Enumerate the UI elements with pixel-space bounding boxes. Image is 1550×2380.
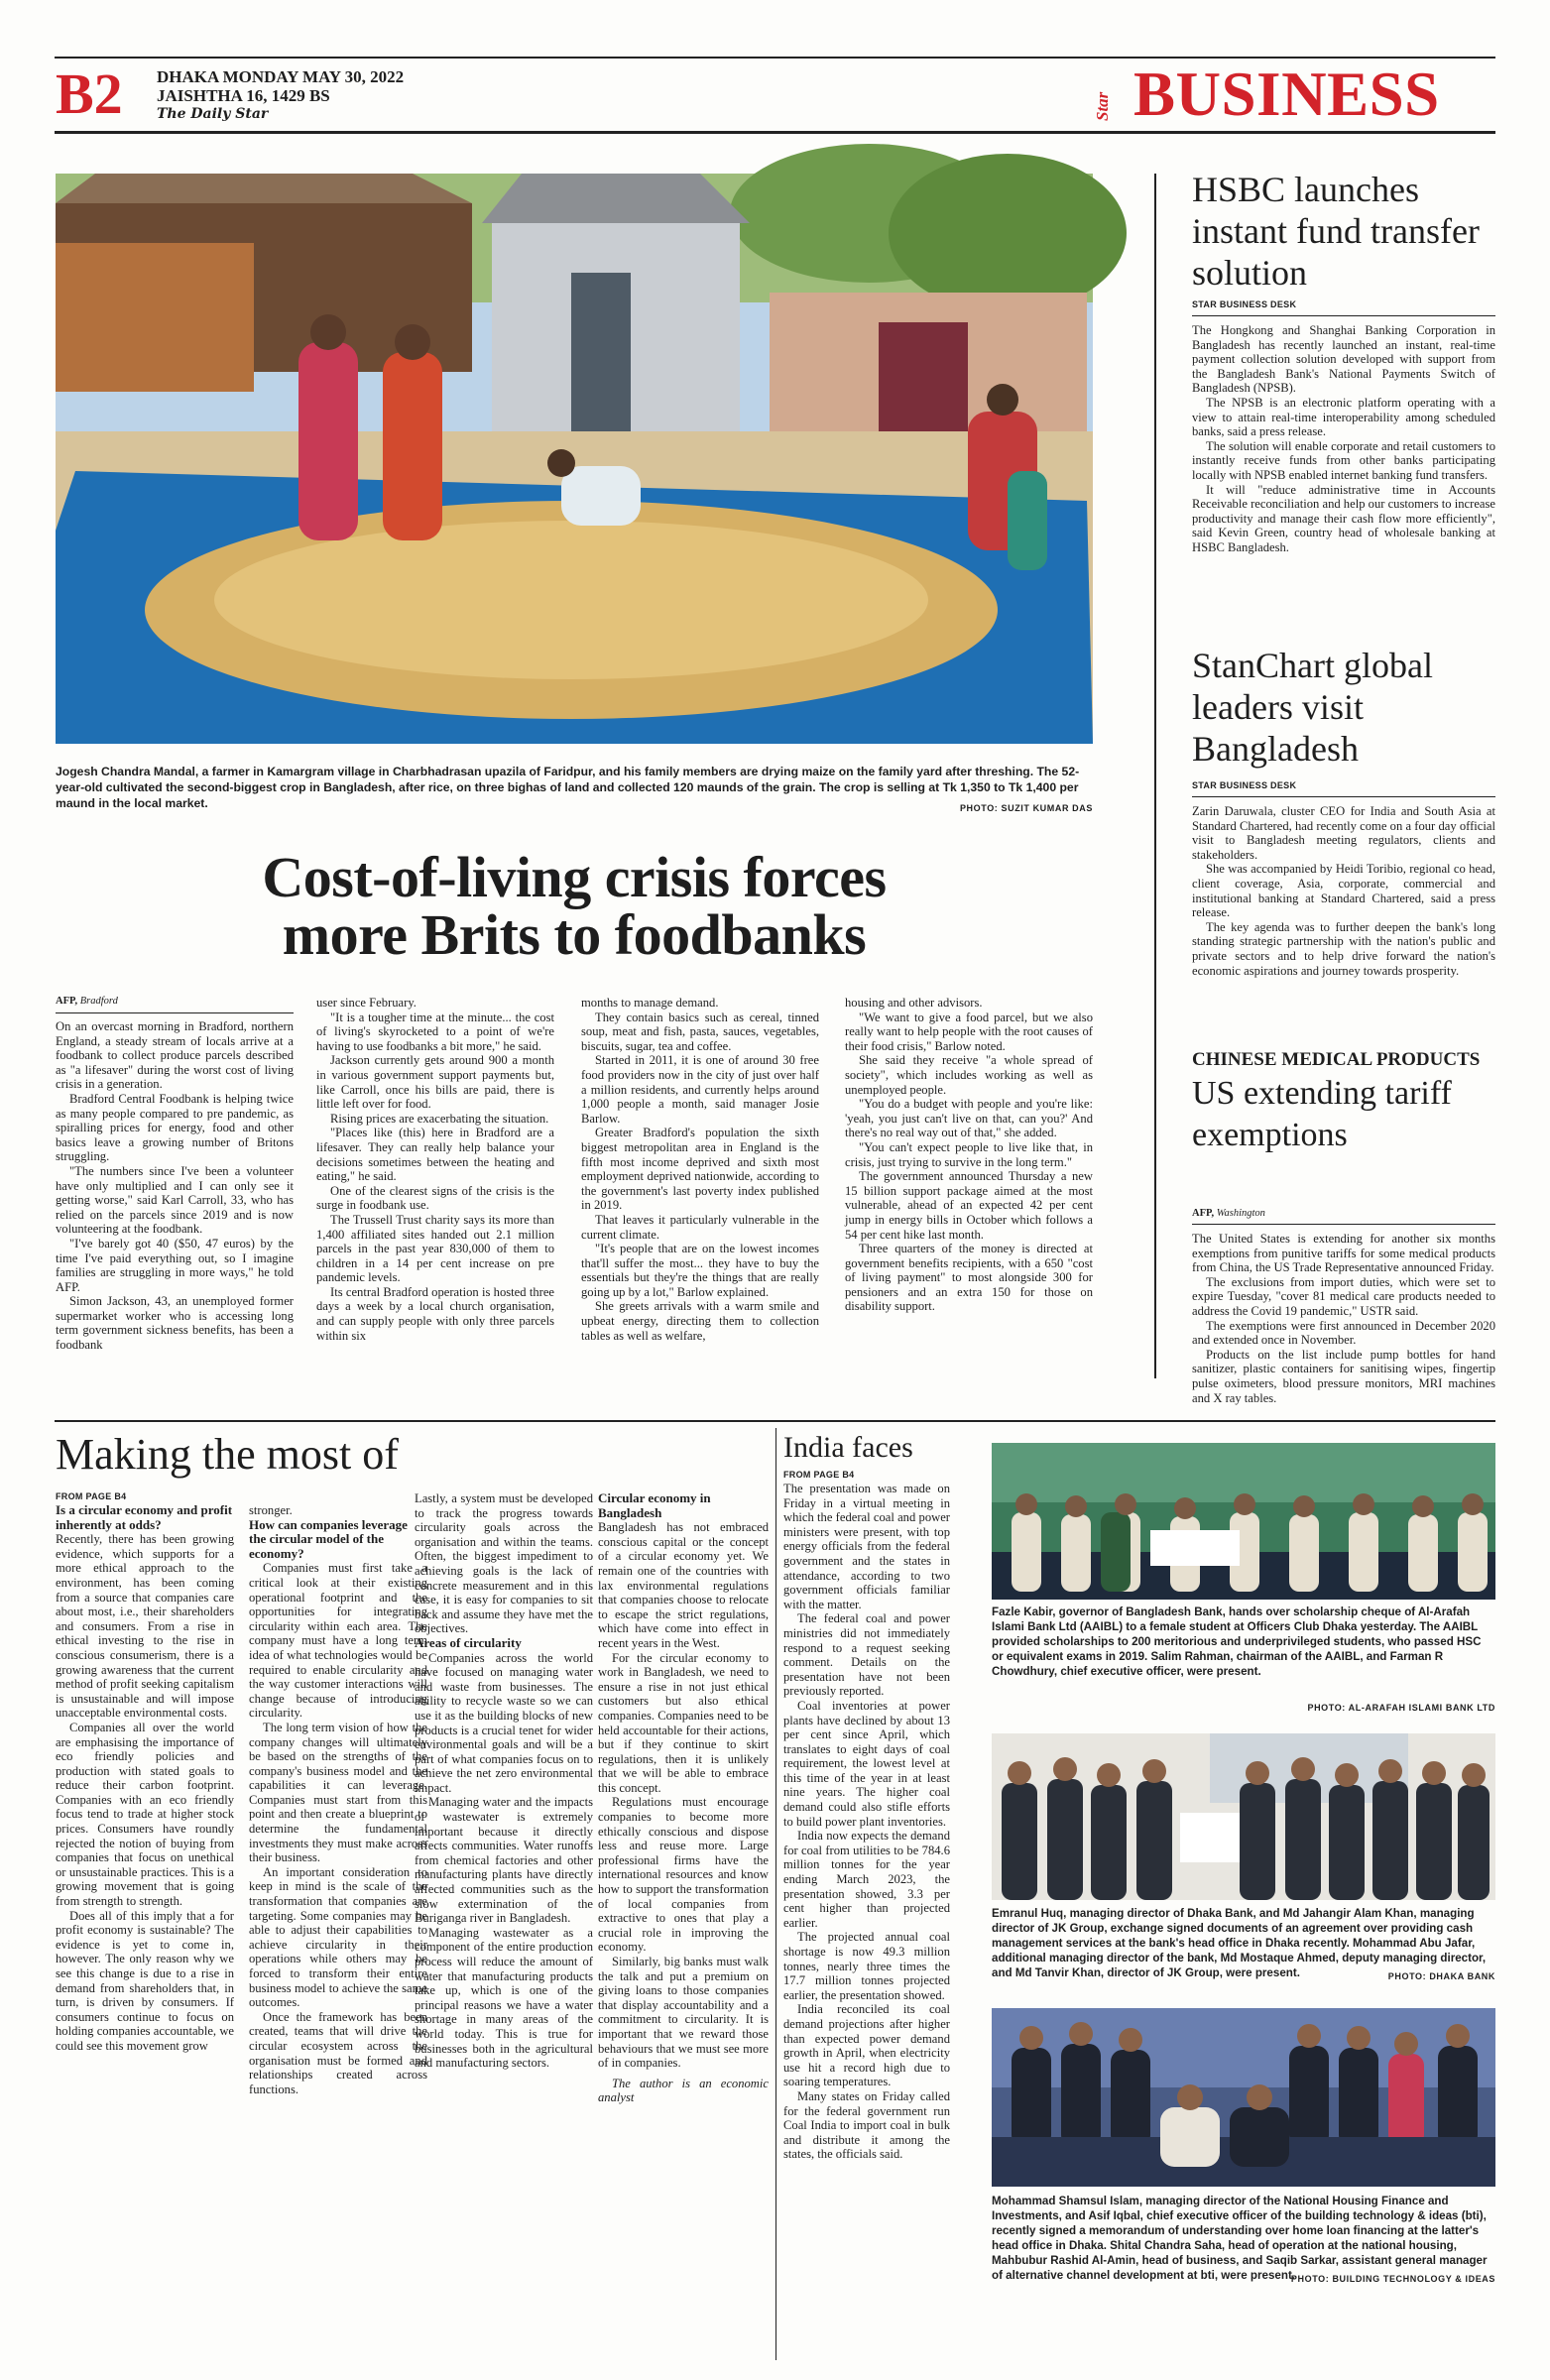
india-body (783, 1482, 950, 2364)
india-from-page: FROM PAGE B4 (783, 1470, 855, 1480)
paragraph: India now expects the demand for coal from utilities to be 784.6 million tonnes for the year ending March 2023, the presentation showed, 3.3 per cent higher than projected earlier. (783, 1829, 950, 1930)
hsbc-byline: STAR BUSINESS DESK (1192, 299, 1297, 309)
dhaka-bank-photo (992, 1733, 1495, 1900)
paragraph: The Hongkong and Shanghai Banking Corporation in Bangladesh has recently launched an instant, real-time payment collection solution developed with support from the Bangladesh Bank's National Payments Switch of Bangladesh (NPSB). (1192, 323, 1495, 396)
paragraph: "It is a tougher time at the minute... the cost of living's skyrocketed to a point of we're having to use foodbanks a bit more," he said. (316, 1010, 554, 1053)
paragraph: user since February. (316, 996, 417, 1010)
lead-headline-line2: more Brits to foodbanks (282, 902, 867, 967)
aaibl-caption: Fazle Kabir, governor of Bangladesh Bank, hands over scholarship cheque of Al-Arafah Islami Bank Ltd (AAIBL) to a female student at Officers Club Dhaka yesterday. The AAIBL provided scholarships to 200 meritorious and underprivileged students, who passed HSC or equivalent exams in 2019. Salim Rahman, chairman of the AAIBL, and Farman R Chowdhury, chief executive officer, were present. (992, 1606, 1482, 1678)
stanchart-byline: STAR BUSINESS DESK (1192, 780, 1297, 790)
paragraph: The key agenda was to further deepen the bank's long standing strategic partnership with the nation's public and private sectors and to help drive forward the nation's economic aspirations and journey towards prosperity. (1192, 919, 1495, 978)
paragraph: Greater Bradford's population the sixth biggest metropolitan area in England is the fifth most income deprived and sixth most employment deprived nationwide, according to the government's last poverty index published in 2019. (581, 1126, 819, 1213)
paragraph: "I've barely got 40 ($50, 47 euros) by the time I've paid everything out, so I imagine families are struggling in more ways," he told AFP. (56, 1236, 294, 1294)
subheading: Areas of circularity (415, 1634, 522, 1650)
section-title: BUSINESS (1133, 60, 1440, 129)
making-col-4 (598, 1491, 769, 2356)
paragraph: They contain basics such as cereal, tinned soup, meat and fish, pasta, sauces, vegetables, biscuits, sugar, tea and coffee. (581, 1010, 819, 1053)
stanchart-body (1192, 804, 1495, 1018)
paragraph: The NPSB is an electronic platform operating with a view to attain real-time interoperability among scheduled banks, said a press release. (1192, 395, 1495, 439)
chinese-body (1192, 1232, 1495, 1405)
bti-photo (992, 2008, 1495, 2187)
chinese-headline: US extending tariff exemptions (1192, 1075, 1452, 1153)
paragraph: Managing water and the impacts of wastewater is extremely important because it directly affects communities. Water runoffs from chemical factories and other manufacturing plants have directly affected communities such as the slow extermination of the Buriganga river in Bangladesh. (415, 1795, 593, 1926)
aaibl-photo (992, 1443, 1495, 1600)
chinese-kicker: CHINESE MEDICAL PRODUCTS (1192, 1049, 1481, 1070)
lead-col-3 (581, 996, 819, 1376)
paragraph: The long term vision of how the company changes will ultimately be based on the strengths of the company's business model and the capabilities it can leverage. Companies must start from this point and then create a blueprint to determine the fundamental investments they must make across their business. (249, 1720, 427, 1865)
paragraph: Zarin Daruwala, cluster CEO for India and South Asia at Standard Chartered, had recently come on a four day official visit to Bangladesh meeting regulators, clients and stakeholders. (1192, 804, 1495, 862)
lead-byline: AFP, Bradford (56, 996, 118, 1007)
paragraph: Regulations must encourage companies to become more ethically conscious and dispose less and reuse more. Large professional firms have the international resources and know how to support the transformation of local companies from extractive to ones that play a crucial role in improving the economy. (598, 1795, 769, 1955)
dateline: DHAKA MONDAY MAY 30, 2022 (157, 67, 405, 86)
lead-col-1 (56, 1019, 294, 1376)
author-note: The author is an economic analyst (598, 2076, 769, 2105)
paragraph: housing and other advisors. (845, 996, 983, 1010)
making-from-page: FROM PAGE B4 (56, 1491, 127, 1501)
paragraph: The government announced Thursday a new 15 billion support package aimed at the most vulnerable, ahead of an expected 42 per cent jump in energy bills in October which follows a 54 per cent hike last month. (845, 1169, 1093, 1242)
paragraph: Products on the list include pump bottles for hand sanitizer, plastic containers for sanitising wipes, fingertip pulse oximeters, blood pressure monitors, MRI machines and X ray tables. (1192, 1347, 1495, 1405)
paragraph: "Places like (this) here in Bradford are a lifesaver. They can really help balance your decisions sometimes between the heating and eating," he said. (316, 1126, 554, 1184)
paragraph: "The numbers since I've been a volunteer have only multiplied and I can only see it getting worse," said Karl Carroll, 33, who has relied on the parcels since 2019 and is now volunteering at the foodbank. (56, 1163, 294, 1237)
paragraph: The exclusions from import duties, which were set to expire Tuesday, "cover 81 medical care products needed to address the Covid 19 pandemic," USTR said. (1192, 1274, 1495, 1318)
paragraph: Bradford Central Foodbank is helping twice as many people compared to pre pandemic, as spiralling prices for energy, food and other basics leave a growing number of Britons struggling. (56, 1091, 294, 1164)
paragraph: stronger. (249, 1503, 293, 1517)
paragraph: Rising prices are exacerbating the situation. (330, 1111, 549, 1126)
paragraph: The solution will enable corporate and retail customers to instantly receive funds from other banks participating locally with NPSB enabled internet banking fund transfers. (1192, 438, 1495, 482)
paragraph: Bangladesh has not embraced conscious capital or the concept of a circular economy yet. We remain one of the countries with lax environmental regulations that companies choose to relocate to escape the strict regulations, which have come into effect in recent years in the West. (598, 1520, 769, 1650)
paragraph: "We want to give a food parcel, but we also really want to help people with the root causes of their food crisis," Barlow noted. (845, 1010, 1093, 1053)
paragraph: The exemptions were first announced in December 2020 and extended once in November. (1192, 1318, 1495, 1348)
paragraph: Its central Bradford operation is hosted three days a week by a local church organisation, and can supply people with only three parcels within six (316, 1284, 554, 1343)
bangla-date: JAISHTHA 16, 1429 BS (157, 86, 330, 105)
paragraph: One of the clearest signs of the crisis is the surge in foodbank use. (316, 1183, 554, 1213)
lead-photo-credit: PHOTO: SUZIT KUMAR DAS (959, 803, 1093, 813)
paragraph: The projected annual coal shortage is now 49.3 million tonnes, nearly three times the 17.7 million tonnes projected earlier, the presentation showed. (783, 1930, 950, 2002)
paragraph: Managing wastewater as a component of the entire production process will reduce the amount of water that manufacturing products take up, which is one of the principal reasons we have a water shortage in many areas of the world today. This is true for businesses both in the agricultural and manufacturing sectors. (415, 1925, 593, 2071)
paragraph: India reconciled its coal demand projections after higher than expected power demand growth in April, when electricity use hit a record high due to soaring temperatures. (783, 2002, 950, 2089)
hsbc-headline: HSBC launches instant fund transfer solution (1192, 170, 1480, 293)
paragraph: The Trussell Trust charity says its more than 1,400 affiliated sites handed out 2.1 million parcels in the past year 830,000 of them to children in a 14 per cent increase on pre pandemic levels. (316, 1212, 554, 1285)
paragraph: The federal coal and power ministries did not immediately respond to a request seeking comment. Details on the presentation have not been previously reported. (783, 1611, 950, 1699)
paragraph: Once the framework has been created, teams that will drive the circular ecosystem across the organisation must be formed and relationships created across functions. (249, 2009, 427, 2096)
paragraph: Companies across the world have focused on managing water and waste from businesses. The ability to recycle waste so we can use it as the building blocks of new products is a crucial tenet for wider environmental goals and will be a part of what companies focus on to achieve the net zero environmental impact. (415, 1650, 593, 1795)
india-headline: India faces (783, 1431, 913, 1464)
lead-col-4 (845, 996, 1093, 1376)
paragraph: "You can't expect people to live like that, in crisis, just trying to survive in the long term." (845, 1139, 1093, 1169)
paragraph: The United States is extending for another six months exemptions from punitive tariffs for some medical products from China, the US Trade Representative announced Friday. (1192, 1232, 1495, 1275)
paragraph: "You do a budget with people and you're like: 'yeah, you just can't live on that, can you?' And there's no real way out of that," she added. (845, 1097, 1093, 1140)
paragraph: Companies must first take a critical look at their existing operational footprint and the opportunities for integrating circularity within each area. The company must have a long term idea of what technologies would be required to enable circularity and the way customer interactions will change because of introducing circularity. (249, 1561, 427, 1721)
lead-photo (56, 174, 1093, 744)
paragraph: Many states on Friday called for the federal government run Coal India to import coal in bulk and distribute it among the states, the officials said. (783, 2088, 950, 2162)
paragraph: She greets arrivals with a warm smile and upbeat energy, directing them to collection tables as well as welfare, (581, 1299, 819, 1343)
paragraph: Recently, there has been growing evidence, which supports for a more ethical approach to the environment, has been coming from a source that companies care about most, i.e., their shareholders and consumers. From a rise in ethical investing to the rise in conscious consumerism, there is a growing awareness that the current method of profit seeking capitalism is unsustainable and will impose unacceptable environmental costs. (56, 1532, 234, 1721)
paragraph: Does all of this imply that a for profit economy is sustainable? The evidence is yet to come in, however. The only reason why we see this change is due to a rise in demand from shareholders that, in turn, is driven by consumers. If consumers continue to focus on holding companies accountable, we could see this movement grow (56, 1908, 234, 2053)
paragraph: Simon Jackson, 43, an unemployed former supermarket worker who is accessing long term government sickness benefits, has been a foodbank (56, 1294, 294, 1353)
making-headline: Making the most of (56, 1430, 399, 1479)
paragraph: That leaves it particularly vulnerable in the current climate. (581, 1212, 819, 1242)
making-col-1 (56, 1503, 234, 2356)
paragraph: An important consideration to keep in mind is the scale of the transformation that companies are targeting. Some companies may be able to adjust their capabilities to achieve circularity in their operations while others may be forced to transform their entire business model to achieve the same outcomes. (249, 1864, 427, 2010)
paragraph: It will "reduce administrative time in Accounts Receivable reconciliation and help our customers to increase productivity and manage their cash flow more efficiently", said Kevin Green, country head of wholesale banking at HSBC Bangladesh. (1192, 482, 1495, 554)
paragraph: Three quarters of the money is directed at government benefits recipients, with a 650 "cost of living payment" to most alongside 300 for pensioners and an extra 150 for those on disability support. (845, 1242, 1093, 1314)
paragraph: For the circular economy to work in Bangladesh, we need to ensure a rise in not just ethical customers but also ethical companies. Companies need to be held accountable for their actions, but if they continue to skirt regulations, then it is unlikely that we will be able to embrace this concept. (598, 1650, 769, 1795)
aaibl-credit: PHOTO: AL-ARAFAH ISLAMI BANK LTD (1307, 1703, 1495, 1713)
paragraph: months to manage demand. (581, 996, 719, 1010)
paragraph: "It's people that are on the lowest incomes that'll suffer the most... they have to buy the essentials but they're the things that are really going up by a lot," Barlow explained. (581, 1242, 819, 1299)
star-logo: Star (1093, 91, 1112, 121)
stanchart-headline: StanChart global leaders visit Bangladesh (1192, 646, 1433, 769)
bti-credit: PHOTO: BUILDING TECHNOLOGY & IDEAS (1290, 2274, 1495, 2284)
paragraph: She was accompanied by Heidi Toribio, regional co head, client coverage, Asia, corporate, commercial and institutional banking at Standard Chartered, said a press release. (1192, 862, 1495, 920)
dhaka-bank-credit: PHOTO: DHAKA BANK (1387, 1971, 1495, 1981)
lead-col-2 (316, 996, 554, 1376)
hsbc-body (1192, 323, 1495, 621)
lead-photo-caption: Jogesh Chandra Mandal, a farmer in Kamargram village in Charbhadrasan upazila of Faridpur, and his family members are drying maize on the family yard after threshing. The 52-year-old cultivated the second-biggest crop in Bangladesh, after rice, on three bighas of land and collected 120 maunds of the grain. The crop is selling at Tk 1,350 to Tk 1,400 per maund in the local market. (56, 765, 1080, 810)
paragraph: Coal inventories at power plants have declined by about 13 per cent since April, which translates to eight days of coal requirement, the lowest level at this time of the year in at least nine years. The higher coal demand could also stifle efforts to build power plant inventories. (783, 1698, 950, 1829)
page-code: B2 (56, 61, 123, 126)
subheading: How can companies leverage the circular model of the economy? (249, 1516, 408, 1561)
bti-caption: Mohammad Shamsul Islam, managing director of the National Housing Finance and Investments, and Asif Iqbal, chief executive officer of the building technology & ideas (bti), recently signed a memorandum of understanding over home loan financing at the latter's head office in Dhaka. Shital Chandra Saha, head of operation at the national housing, Mahbubur Rashid Al-Amin, head of business, and Saqib Sarkar, assistant general manager of alternative channel development at bti, were present. (992, 2195, 1488, 2282)
paragraph: On an overcast morning in Bradford, northern England, a steady stream of locals arrive at a foodbank to collect produce parcels described as "a lifesaver" during the worst cost of living crisis in a generation. (56, 1019, 294, 1092)
paper-logo: The Daily Star (157, 106, 269, 122)
dhaka-bank-caption: Emranul Huq, managing director of Dhaka Bank, and Md Jahangir Alam Khan, managing director of JK Group, exchange signed documents of an agreement over providing cash management services at the bank's head office in Dhaka recently. Mohammad Abu Jafar, additional managing director of the bank, Md Mostaque Ahmed, deputy managing director, and Md Tanvir Khan, director of JK Group, were present. (992, 1907, 1487, 1979)
subheading: Is a circular economy and profit inherently at odds? (56, 1502, 233, 1532)
making-col-3 (415, 1491, 593, 2356)
paragraph: The presentation was made on Friday in a virtual meeting in which the federal coal and power ministers were present, with top energy officials from the federal government and the states in attendance, according to two government officials familiar with the matter. (783, 1482, 950, 1611)
paragraph: Companies all over the world are emphasising the importance of eco friendly policies and production with stated goals to reduce their carbon footprint. Companies with an eco friendly focus tend to trade at higher stock prices. Consumers have roundly rejected the notion of buying from companies that focus on unethical or unsustainable practices. This is a growing movement that is going from strength to strength. (56, 1720, 234, 1909)
lead-headline-line1: Cost-of-living crisis forces (262, 845, 887, 909)
paragraph: Jackson currently gets around 900 a month in various government support payments but, like Carroll, once his bills are paid, there is little left over for food. (316, 1053, 554, 1112)
subheading: Circular economy in Bangladesh (598, 1490, 711, 1520)
making-col-2 (249, 1503, 427, 2356)
paragraph: Similarly, big banks must walk the talk and put a premium on giving loans to those companies that display accountability and a commitment to circularity. It is important that we reward those behaviours that we must see more of in companies. (598, 1955, 769, 2071)
paragraph: Started in 2011, it is one of around 30 free food providers now in the city of just over half a million residents, and currently helps around 1,000 people a month, said manager Josie Barlow. (581, 1053, 819, 1126)
paragraph: Lastly, a system must be developed to track the progress towards circularity goals across the organisation and within the teams. Often, the biggest impediment to achieving goals is the lack of concrete measurement and in this case, it is easy for companies to sit back and assume they have met the objectives. (415, 1491, 593, 1636)
paragraph: She said they receive "a whole spread of society", which includes working as well as unemployed people. (845, 1053, 1093, 1097)
chinese-byline: AFP, Washington (1192, 1208, 1265, 1219)
